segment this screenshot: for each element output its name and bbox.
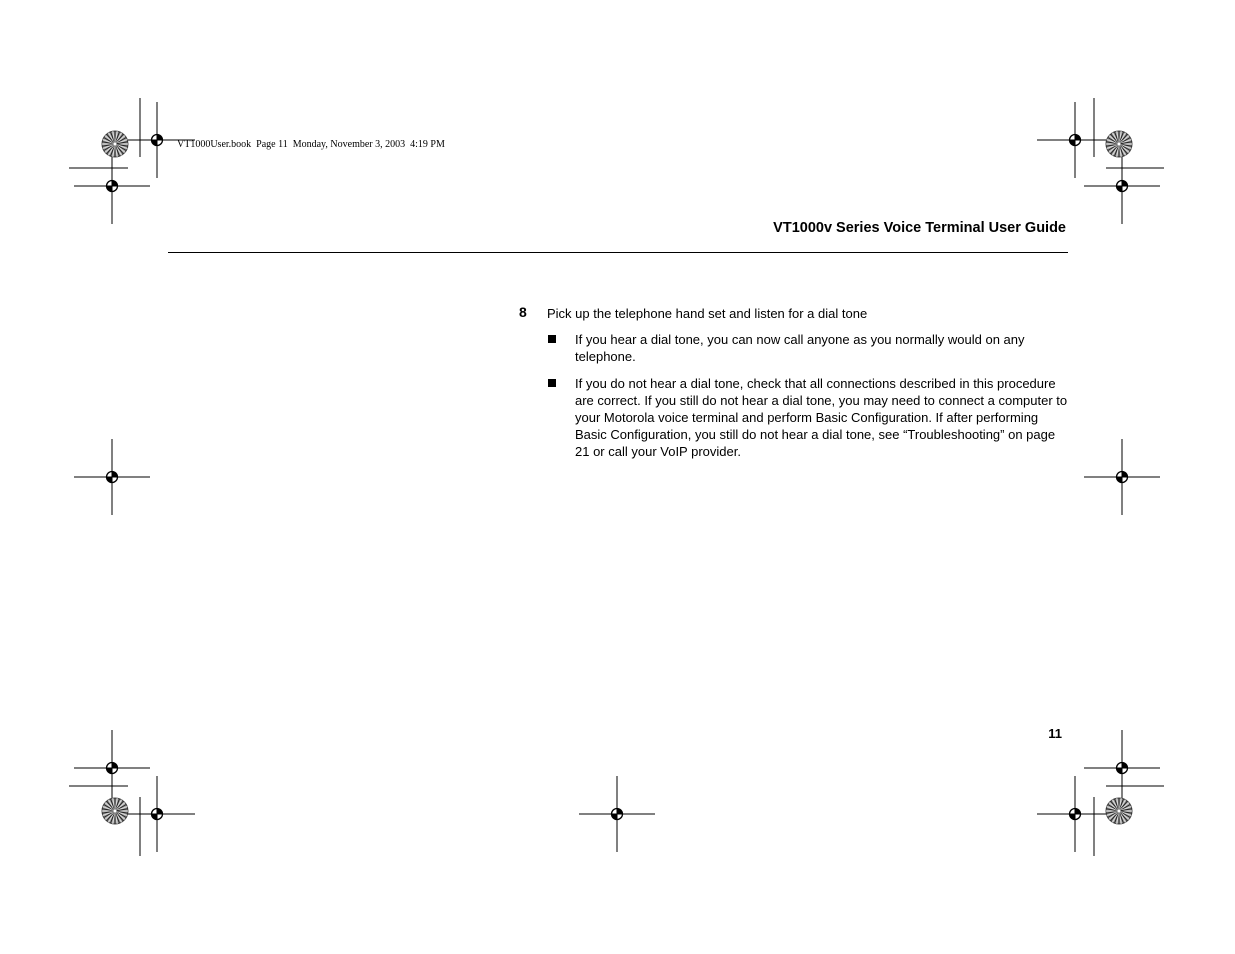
running-header-title: VT1000v Series Voice Terminal User Guide — [773, 220, 1066, 236]
starburst-mark-icon — [102, 131, 128, 157]
registration-mark-icon — [1037, 776, 1113, 852]
registration-mark-icon — [74, 148, 150, 224]
registration-mark-icon — [1037, 102, 1113, 178]
crop-lines — [69, 98, 1164, 856]
registration-mark-icon — [1084, 148, 1160, 224]
step-text: Pick up the telephone hand set and listen for a dial tone — [547, 306, 868, 321]
registration-mark-icon — [74, 439, 150, 515]
bullet-square-icon — [548, 335, 556, 343]
starburst-mark-icon — [102, 798, 128, 824]
registration-marks — [74, 102, 1160, 852]
registration-mark-icon — [1084, 730, 1160, 806]
bullet-item: If you do not hear a dial tone, check that all connections described in this procedure are correct. If you still do not hear a dial tone, you may need to connect a computer to your Motorola voice terminal and perform Basic Configuration. If after performing Basic Configuration, you still do not hear a dial tone, see “Troubleshooting” on page 21 or call your VoIP provider. — [575, 376, 1068, 459]
bullet-square-icon — [548, 379, 556, 387]
page-number: 11 — [1048, 726, 1062, 741]
header-rule — [168, 252, 1068, 253]
starburst-mark-icon — [1106, 131, 1132, 157]
step-number: 8 — [519, 304, 527, 320]
starburst-mark-icon — [1106, 798, 1132, 824]
registration-mark-icon — [579, 776, 655, 852]
file-slug: VT1000User.book Page 11 Monday, November 3, 2003 4:19 PM — [177, 139, 445, 150]
registration-mark-icon — [1084, 439, 1160, 515]
registration-mark-icon — [119, 776, 195, 852]
bullet-item: If you hear a dial tone, you can now call anyone as you normally would on any telephone. — [575, 332, 1025, 364]
registration-mark-icon — [74, 730, 150, 806]
